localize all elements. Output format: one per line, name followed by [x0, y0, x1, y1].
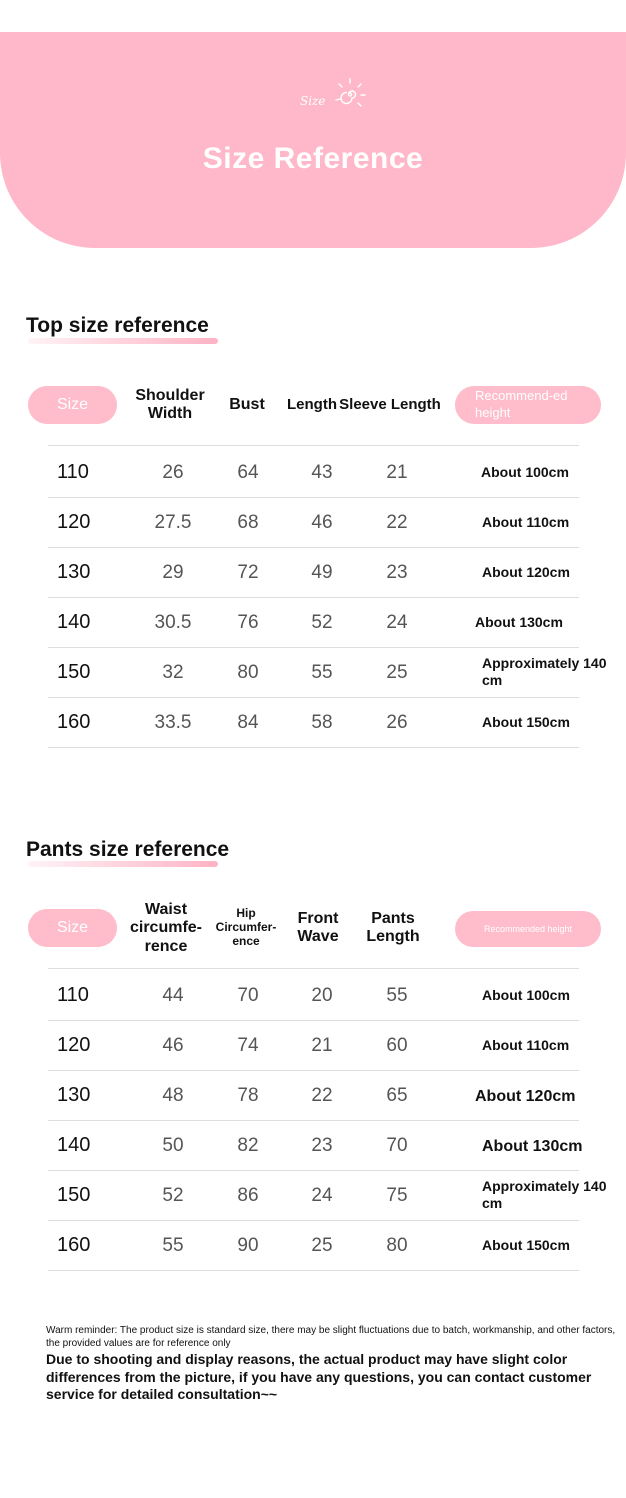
recommended-height-value: About 130cm — [482, 1138, 583, 1155]
row-divider — [48, 1120, 579, 1121]
top-size-title: Top size reference — [26, 314, 209, 337]
length-value: 58 — [311, 712, 333, 733]
hip-value: 74 — [237, 1035, 259, 1056]
pants-length-value: 55 — [386, 985, 408, 1006]
hip-header: Hip Circumfer-ence — [215, 906, 277, 948]
hip-value: 78 — [237, 1085, 259, 1106]
size-value: 160 — [57, 711, 91, 733]
sleeve-length-header: Sleeve Length — [339, 396, 441, 413]
size-header-pill: Size — [28, 909, 117, 947]
pants-length-value: 70 — [386, 1135, 408, 1156]
shoulder-width-value: 27.5 — [154, 512, 192, 533]
length-value: 52 — [311, 612, 333, 633]
pants-length-value: 75 — [386, 1185, 408, 1206]
size-value: 130 — [57, 1084, 91, 1106]
recommended-height-value: Approximately 140 cm — [482, 1178, 607, 1211]
recommended-height-value: About 130cm — [475, 614, 563, 630]
row-divider — [48, 1020, 579, 1021]
length-value: 55 — [311, 662, 333, 683]
sleeve-length-value: 21 — [386, 462, 408, 483]
shoulder-width-value: 30.5 — [154, 612, 192, 633]
bust-value: 64 — [237, 462, 259, 483]
size-value: 110 — [57, 984, 89, 1006]
recommended-height-value: About 110cm — [482, 514, 570, 530]
title-underline — [28, 861, 218, 867]
bust-value: 80 — [237, 662, 259, 683]
front-wave-value: 22 — [311, 1085, 333, 1106]
bust-value: 84 — [237, 712, 259, 733]
row-divider — [48, 747, 579, 748]
recommended-height-value: About 100cm — [481, 464, 569, 480]
size-value: 110 — [57, 461, 89, 483]
hip-value: 90 — [237, 1235, 259, 1256]
shoulder-width-value: 33.5 — [154, 712, 192, 733]
row-divider — [48, 497, 579, 498]
shoulder-width-header: Shoulder Width — [135, 387, 205, 423]
recommended-height-pill — [455, 386, 601, 424]
waist-header: Waist circumfe-rence — [129, 901, 203, 955]
recommended-height-value: About 120cm — [475, 1088, 576, 1105]
row-divider — [48, 647, 579, 648]
row-divider — [48, 445, 579, 446]
length-value: 43 — [311, 462, 333, 483]
hip-value: 86 — [237, 1185, 259, 1206]
notes — [46, 1325, 616, 1404]
page-title: Size Reference — [202, 142, 424, 175]
size-value: 120 — [57, 511, 91, 533]
recommended-height-value: Approximately 140 cm — [482, 655, 607, 688]
front-wave-value: 20 — [311, 985, 333, 1006]
row-divider — [48, 1270, 579, 1271]
length-value: 49 — [311, 562, 333, 583]
front-wave-value: 24 — [311, 1185, 333, 1206]
bust-value: 72 — [237, 562, 259, 583]
color-disclaimer: Due to shooting and display reasons, the actual product may have slight color differences from the picture, if you have any questions, you can contact customer service for detailed consultation~~ — [46, 1351, 592, 1402]
waist-value: 44 — [162, 985, 184, 1006]
bust-value: 68 — [237, 512, 259, 533]
bust-value: 76 — [237, 612, 259, 633]
shoulder-width-value: 29 — [162, 562, 184, 583]
recommended-height-value: About 120cm — [482, 564, 570, 580]
title-underline — [28, 338, 218, 344]
front-wave-value: 23 — [311, 1135, 333, 1156]
front-wave-value: 21 — [311, 1035, 333, 1056]
pants-length-value: 60 — [386, 1035, 408, 1056]
pants-length-value: 80 — [386, 1235, 408, 1256]
recommended-height-value: About 100cm — [482, 987, 570, 1003]
size-value: 150 — [57, 1184, 91, 1206]
hip-value: 70 — [237, 985, 259, 1006]
row-divider — [48, 597, 579, 598]
header-banner — [0, 32, 626, 248]
logo-text: Size — [300, 94, 326, 108]
waist-value: 50 — [162, 1135, 184, 1156]
front-wave-value: 25 — [311, 1235, 333, 1256]
size-logo — [296, 72, 376, 116]
sleeve-length-value: 25 — [386, 662, 408, 683]
pants-length-value: 65 — [386, 1085, 408, 1106]
shoulder-width-value: 26 — [162, 462, 184, 483]
size-value: 160 — [57, 1234, 91, 1256]
length-value: 46 — [311, 512, 333, 533]
warm-reminder: Warm reminder: The product size is standard size, there may be slight fluctuations due to batch, workmanship, and other factors, the provided values are for reference only — [46, 1325, 616, 1349]
sleeve-length-value: 23 — [386, 562, 408, 583]
hip-value: 82 — [237, 1135, 259, 1156]
shoulder-width-value: 32 — [162, 662, 184, 683]
waist-value: 52 — [162, 1185, 184, 1206]
size-value: 130 — [57, 561, 91, 583]
size-header-pill: Size — [28, 386, 117, 424]
sleeve-length-value: 22 — [386, 512, 408, 533]
sun-icon — [332, 76, 368, 112]
waist-value: 55 — [162, 1235, 184, 1256]
size-value: 140 — [57, 1134, 91, 1156]
sleeve-length-value: 24 — [386, 612, 408, 633]
size-value: 140 — [57, 611, 91, 633]
size-value: 150 — [57, 661, 91, 683]
row-divider — [48, 1170, 579, 1171]
size-value: 120 — [57, 1034, 91, 1056]
row-divider — [48, 697, 579, 698]
recommended-height-pill: Recommended height — [455, 911, 601, 947]
front-wave-header: Front Wave — [297, 910, 339, 946]
bust-header: Bust — [229, 396, 265, 413]
pants-size-title: Pants size reference — [26, 838, 230, 861]
recommended-height-value: About 110cm — [482, 1037, 570, 1053]
row-divider — [48, 1220, 579, 1221]
row-divider — [48, 968, 579, 969]
waist-value: 46 — [162, 1035, 184, 1056]
sleeve-length-value: 26 — [386, 712, 408, 733]
recommended-height-value: About 150cm — [482, 714, 570, 730]
recommended-height-value: About 150cm — [482, 1237, 570, 1253]
length-header: Length — [287, 396, 337, 413]
waist-value: 48 — [162, 1085, 184, 1106]
row-divider — [48, 1070, 579, 1071]
recommended-height-label: Recommend-ed height — [475, 388, 568, 420]
pants-length-header: Pants Length — [366, 910, 420, 946]
row-divider — [48, 547, 579, 548]
